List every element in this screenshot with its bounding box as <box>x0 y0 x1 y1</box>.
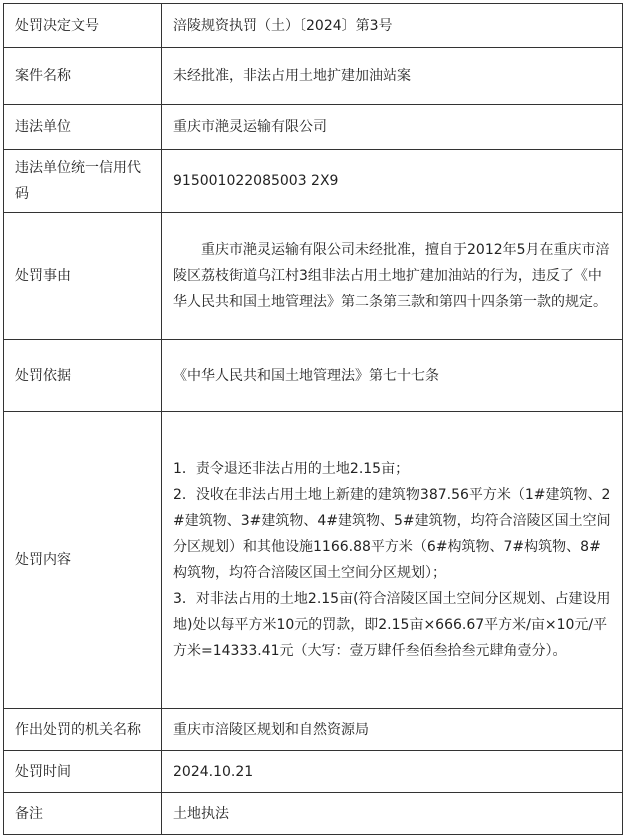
remarks-label: 备注 <box>4 793 162 835</box>
penalty-item: 3．对非法占用的土地2.15亩(符合涪陵区国土空间分区规划、占建设用地)处以每平方米10元的罚款，即2.15亩×666.67平方米/亩×10元/平方米=14333.41元（大写：壹万肆仟叁佰叁拾叁元肆角壹分）。 <box>173 591 611 659</box>
penalty-item: 1．责令退还非法占用的土地2.15亩； <box>173 461 410 477</box>
violator-label: 违法单位 <box>4 105 162 150</box>
penalty-date-label: 处罚时间 <box>4 751 162 793</box>
row-penalty-date <box>4 751 623 793</box>
decision-number-label: 处罚决定文号 <box>4 4 162 48</box>
decision-number-value: 涪陵规资执罚（土）〔2024〕第3号 <box>162 4 623 48</box>
case-name-value: 未经批准，非法占用土地扩建加油站案 <box>162 48 623 105</box>
row-decision-number <box>4 4 623 48</box>
credit-code-value: 915001022085003 2X9 <box>162 150 623 213</box>
authority-value: 重庆市涪陵区规划和自然资源局 <box>162 709 623 751</box>
case-name-label: 案件名称 <box>4 48 162 105</box>
row-penalty-basis <box>4 340 623 412</box>
row-penalty-reason <box>4 213 623 340</box>
penalty-content-value <box>162 412 623 709</box>
penalty-reason-label: 处罚事由 <box>4 213 162 340</box>
row-credit-code <box>4 150 623 213</box>
penalty-date-value: 2024.10.21 <box>162 751 623 793</box>
penalty-basis-label: 处罚依据 <box>4 340 162 412</box>
remarks-value: 土地执法 <box>162 793 623 835</box>
penalty-info-table <box>3 3 623 835</box>
row-penalty-content <box>4 412 623 709</box>
violator-value: 重庆市滟灵运输有限公司 <box>162 105 623 150</box>
authority-label: 作出处罚的机关名称 <box>4 709 162 751</box>
row-authority <box>4 709 623 751</box>
penalty-reason-value <box>162 213 623 340</box>
penalty-basis-value: 《中华人民共和国土地管理法》第七十七条 <box>162 340 623 412</box>
credit-code-label: 违法单位统一信用代码 <box>4 150 162 213</box>
row-case-name <box>4 48 623 105</box>
penalty-content-label: 处罚内容 <box>4 412 162 709</box>
penalty-reason-text: 重庆市滟灵运输有限公司未经批准，擅自于2012年5月在重庆市涪陵区荔枝街道乌江村3组非法占用土地扩建加油站的行为，违反了《中华人民共和国土地管理法》第二条第三款和第四十四条第一款的规定。 <box>173 242 610 310</box>
row-remarks <box>4 793 623 835</box>
row-violator <box>4 105 623 150</box>
penalty-item: 2．没收在非法占用土地上新建的建筑物387.56平方米（1#建筑物、2#建筑物、3#建筑物、4#建筑物、5#建筑物，均符合涪陵区国土空间分区规划）和其他设施1166.88平方米（6#构筑物、7#构筑物、8#构筑物，均符合涪陵区国土空间分区规划）； <box>173 487 611 581</box>
